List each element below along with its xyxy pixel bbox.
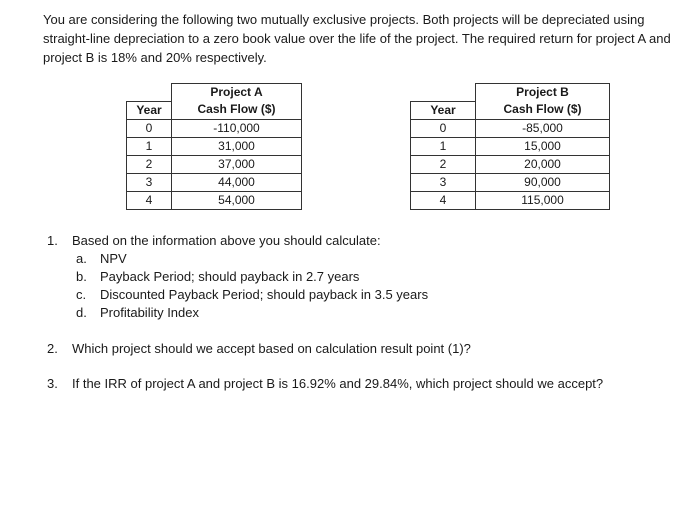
cash-flow-header: Cash Flow ($) <box>476 101 610 119</box>
cash-flow-cell: 31,000 <box>172 137 302 155</box>
table-row <box>127 155 302 173</box>
cash-flow-cell: 90,000 <box>476 173 610 191</box>
item-text: NPV <box>100 251 127 266</box>
year-cell: 2 <box>411 155 476 173</box>
question-2 <box>47 340 471 358</box>
question-text: Based on the information above you should calculate: <box>72 233 381 248</box>
item-letter: d. <box>76 305 87 320</box>
cash-flow-cell: 54,000 <box>172 191 302 209</box>
cash-flow-header: Cash Flow ($) <box>172 101 302 119</box>
cash-flow-cell: 115,000 <box>476 191 610 209</box>
question-number: 2. <box>47 341 58 356</box>
year-cell: 0 <box>411 119 476 137</box>
project-a-title: Project A <box>172 84 302 102</box>
year-header: Year <box>411 101 476 119</box>
list-item <box>76 286 429 304</box>
table-row <box>127 137 302 155</box>
question-3 <box>47 375 604 393</box>
cash-flow-cell: -85,000 <box>476 119 610 137</box>
item-text: Profitability Index <box>100 305 199 320</box>
item-text: Discounted Payback Period; should payback in 3.5 years <box>100 287 429 302</box>
table-row <box>411 191 610 209</box>
question-text: Which project should we accept based on calculation result point (1)? <box>72 341 471 356</box>
list-item <box>76 250 127 268</box>
list-item <box>76 268 360 286</box>
year-cell: 0 <box>127 119 172 137</box>
year-cell: 4 <box>411 191 476 209</box>
item-letter: b. <box>76 269 87 284</box>
list-item <box>76 304 199 322</box>
question-text: If the IRR of project A and project B is 16.92% and 29.84%, which project should we accept? <box>72 376 604 391</box>
project-b-title: Project B <box>476 84 610 102</box>
table-row <box>411 137 610 155</box>
year-cell: 4 <box>127 191 172 209</box>
year-cell: 1 <box>411 137 476 155</box>
table-row <box>411 173 610 191</box>
year-cell: 2 <box>127 155 172 173</box>
year-cell: 3 <box>127 173 172 191</box>
cash-flow-cell: 15,000 <box>476 137 610 155</box>
table-row <box>127 119 302 137</box>
question-number: 3. <box>47 376 58 391</box>
table-row <box>127 173 302 191</box>
year-header: Year <box>127 101 172 119</box>
cash-flow-cell: 44,000 <box>172 173 302 191</box>
table-row <box>127 191 302 209</box>
item-letter: c. <box>76 287 87 302</box>
question-1 <box>47 232 381 250</box>
cash-flow-cell: 20,000 <box>476 155 610 173</box>
item-text: Payback Period; should payback in 2.7 years <box>100 269 360 284</box>
question-number: 1. <box>47 233 58 248</box>
problem-intro: You are considering the following two mutually exclusive projects. Both projects will be depreciated using straight-line depreciation to a zero book value over the life of the project. The required return for project A and project B is 18% and 20% respectively. <box>43 12 671 65</box>
year-cell: 3 <box>411 173 476 191</box>
project-b-table <box>410 83 610 210</box>
project-a-table <box>126 83 302 210</box>
cash-flow-cell: 37,000 <box>172 155 302 173</box>
cash-flow-cell: -110,000 <box>172 119 302 137</box>
table-row <box>411 119 610 137</box>
item-letter: a. <box>76 251 87 266</box>
year-cell: 1 <box>127 137 172 155</box>
table-row <box>411 155 610 173</box>
